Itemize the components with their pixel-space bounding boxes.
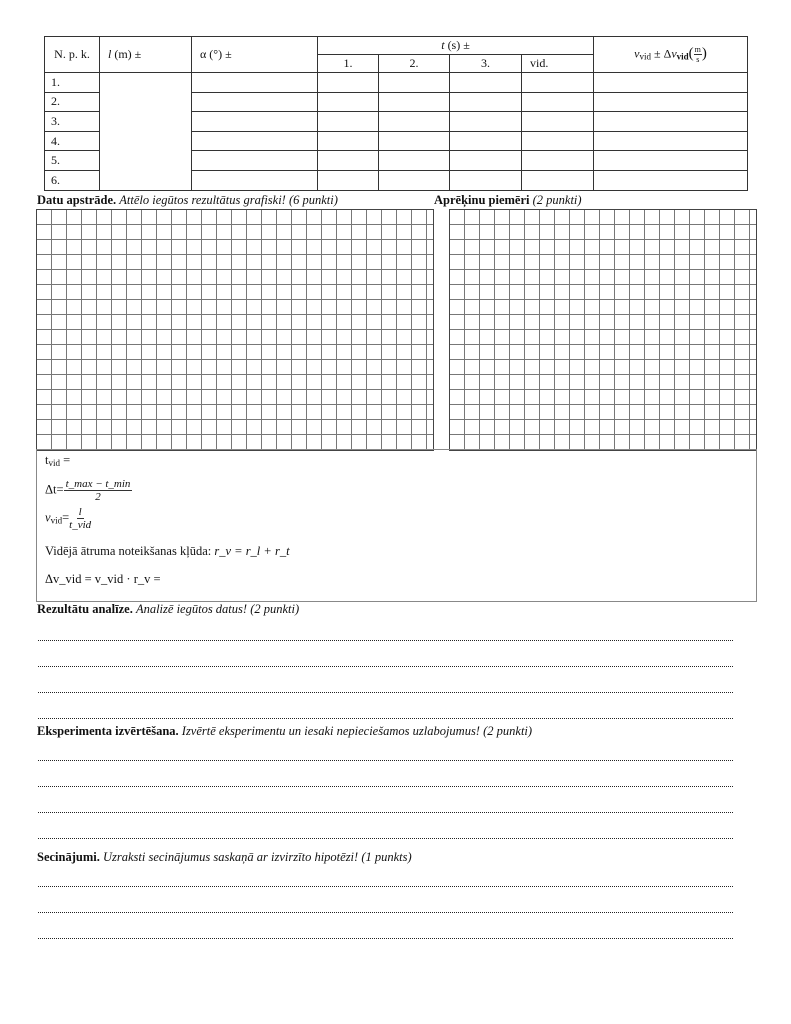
table-cell[interactable]	[450, 73, 522, 93]
header-t1: 1.	[318, 55, 379, 73]
table-cell[interactable]	[594, 92, 748, 112]
table-cell[interactable]	[522, 112, 594, 132]
header-angle: α (°) ±	[192, 37, 318, 73]
header-t3: 3.	[450, 55, 522, 73]
header-tvid: vid.	[522, 55, 594, 73]
table-cell[interactable]	[379, 112, 450, 132]
table-cell[interactable]	[594, 73, 748, 93]
table-cell[interactable]	[192, 131, 318, 151]
secinajumi-heading: Secinājumi. Uzraksti secinājumus saskaņā ar izvirzīto hipotēzi! (1 punkts)	[37, 850, 412, 864]
answer-line[interactable]	[38, 776, 733, 787]
answer-line[interactable]	[38, 802, 733, 813]
tvid-formula: $t_{vid}$ =	[45, 453, 71, 468]
answer-line[interactable]	[38, 876, 733, 887]
answer-line[interactable]	[38, 902, 733, 913]
table-cell[interactable]	[450, 151, 522, 171]
measurement-table	[44, 36, 748, 191]
row-number: 2.	[45, 92, 100, 112]
datu-apstrade-heading: Datu apstrāde. Attēlo iegūtos rezultātus grafiski! (6 punkti)	[37, 193, 338, 207]
answer-line[interactable]	[38, 708, 733, 719]
table-cell[interactable]	[522, 151, 594, 171]
header-time: t (s) ±	[318, 37, 594, 55]
table-cell[interactable]	[450, 112, 522, 132]
row-number: 5.	[45, 151, 100, 171]
answer-line[interactable]	[38, 750, 733, 761]
velocity-unit: $\frac{m}{s}$	[694, 45, 701, 64]
table-cell[interactable]	[594, 170, 748, 190]
table-cell[interactable]	[192, 170, 318, 190]
table-cell[interactable]	[522, 170, 594, 190]
table-cell[interactable]	[522, 92, 594, 112]
table-cell[interactable]	[192, 73, 318, 93]
answer-line[interactable]	[38, 630, 733, 641]
error-formula: Vidējā ātruma noteikšanas kļūda: r_v = r_l + r_t	[45, 544, 290, 558]
table-cell[interactable]	[450, 170, 522, 190]
table-cell[interactable]	[318, 112, 379, 132]
header-velocity: $v_{vid} \pm \Delta v_{vid}$( $\frac{m}{s}$ )	[594, 37, 748, 73]
graph-grid-left[interactable]	[36, 209, 434, 451]
row-number: 4.	[45, 131, 100, 151]
table-cell[interactable]	[379, 92, 450, 112]
table-cell[interactable]	[450, 92, 522, 112]
answer-line[interactable]	[38, 828, 733, 839]
header-t2: 2.	[379, 55, 450, 73]
header-length: l (m) ±	[100, 37, 192, 73]
table-cell[interactable]	[522, 73, 594, 93]
rezultatu-analize-heading: Rezultātu analīze. Analizē iegūtos datus! (2 punkti)	[37, 602, 300, 616]
table-cell[interactable]	[379, 73, 450, 93]
row-number: 6.	[45, 170, 100, 190]
length-cell[interactable]	[100, 73, 192, 191]
row-number: 1.	[45, 73, 100, 93]
table-cell[interactable]	[379, 131, 450, 151]
table-cell[interactable]	[318, 170, 379, 190]
table-cell[interactable]	[318, 131, 379, 151]
graph-grid-right[interactable]	[449, 209, 757, 451]
table-cell[interactable]	[594, 131, 748, 151]
table-cell[interactable]	[192, 112, 318, 132]
vvid-fraction: l t_vid	[69, 506, 92, 531]
table-cell[interactable]	[379, 170, 450, 190]
table-cell[interactable]	[379, 151, 450, 171]
table-cell[interactable]	[318, 73, 379, 93]
delta-t-fraction: t_max − t_min 2	[65, 478, 131, 503]
answer-line[interactable]	[38, 656, 733, 667]
table-cell[interactable]	[192, 151, 318, 171]
eksperimenta-izvertesana-heading: Eksperimenta izvērtēšana. Izvērtē eksperimentu un iesaki nepieciešamos uzlabojumus! (2 punkti)	[37, 724, 533, 738]
delta-v-formula: Δv_vid = v_vid · r_v =	[45, 572, 161, 586]
table-cell[interactable]	[318, 151, 379, 171]
table-cell[interactable]	[192, 92, 318, 112]
delta-t-formula: Δt= t_max − t_min 2	[45, 478, 131, 503]
table-cell[interactable]	[450, 131, 522, 151]
table-cell[interactable]	[522, 131, 594, 151]
table-cell[interactable]	[594, 112, 748, 132]
table-row	[45, 73, 748, 93]
header-npk: N. p. k.	[45, 37, 100, 73]
aprekinu-piemeri-heading: Aprēķinu piemēri (2 punkti)	[434, 193, 582, 207]
table-cell[interactable]	[318, 92, 379, 112]
row-number: 3.	[45, 112, 100, 132]
answer-line[interactable]	[38, 928, 733, 939]
answer-line[interactable]	[38, 682, 733, 693]
vvid-formula: $v_{vid}=$ l t_vid	[45, 506, 92, 531]
table-cell[interactable]	[594, 151, 748, 171]
